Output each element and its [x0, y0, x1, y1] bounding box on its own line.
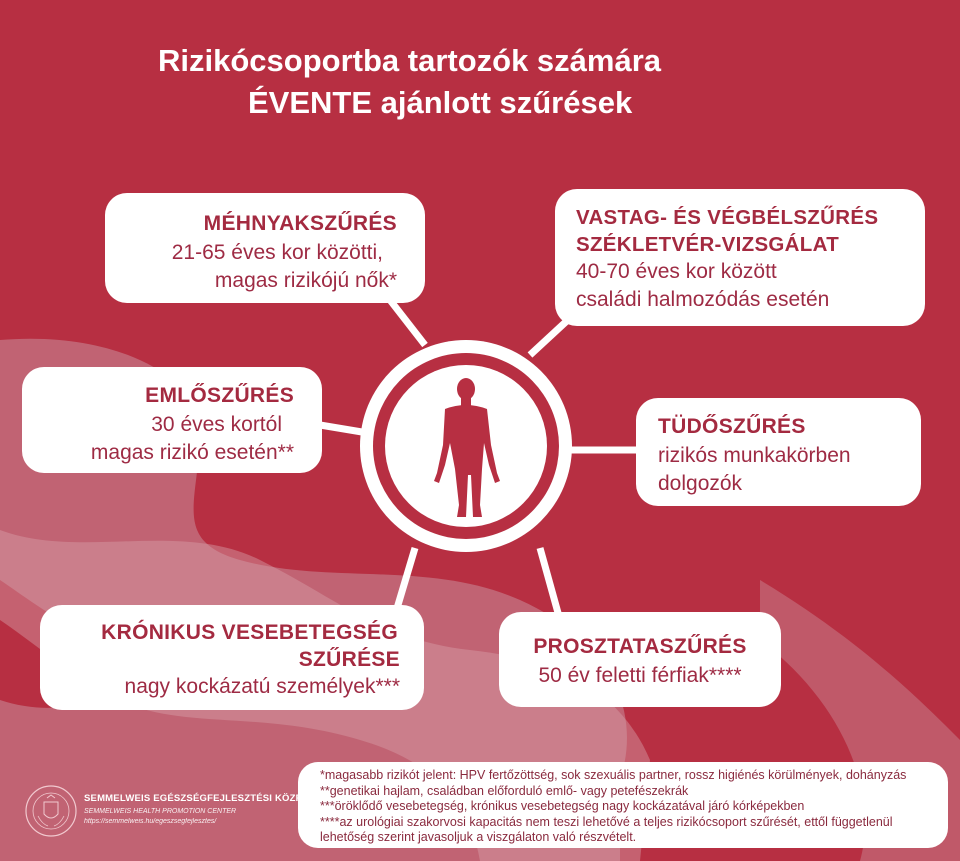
footnote-1: *magasabb rizikót jelent: HPV fertőzöttség, sok szexuális partner, rossz higiénés körülmények, dohányzás	[320, 768, 907, 782]
card-heading: SZÉKLETVÉR-VIZSGÁLAT	[576, 233, 840, 256]
card-cervical-screening	[105, 193, 425, 303]
card-heading: PROSZTATASZŰRÉS	[533, 635, 747, 658]
card-text: rizikós munkakörben	[658, 444, 851, 467]
card-text: magas rizikó esetén**	[90, 441, 294, 464]
title-line-1: Rizikócsoportba tartozók számára	[158, 43, 662, 78]
card-heading: TÜDŐSZŰRÉS	[658, 415, 806, 438]
card-heading: MÉHNYAKSZŰRÉS	[203, 212, 397, 235]
card-text: családi halmozódás esetén	[576, 288, 830, 311]
footnotes-box	[298, 762, 948, 848]
card-text: 30 éves kortól	[151, 413, 282, 436]
card-heading: SZŰRÉSE	[298, 648, 400, 671]
footnote-3: ***öröklődő vesebetegség, krónikus vesebetegség nagy kockázatával járó kórképekben	[320, 799, 805, 813]
card-heading: KRÓNIKUS VESEBETEGSÉG	[101, 621, 398, 644]
card-text: 50 év feletti férfiak****	[538, 664, 742, 687]
card-text: dolgozók	[658, 472, 743, 495]
card-heading: EMLŐSZŰRÉS	[145, 384, 294, 407]
footnote-4-cont: lehetőség szerint javasoljuk a viszgálaton való részvételt.	[320, 830, 637, 844]
university-seal-icon	[24, 784, 78, 843]
card-kidney-screening	[40, 605, 424, 710]
card-colorectal-screening	[555, 189, 925, 326]
card-text: nagy kockázatú személyek***	[124, 675, 400, 698]
card-prostate-screening	[499, 612, 781, 707]
card-text: 40-70 éves kor között	[576, 260, 777, 283]
title-line-2: ÉVENTE ajánlott szűrések	[248, 85, 633, 120]
card-heading: VASTAG- ÉS VÉGBÉLSZŰRÉS	[576, 206, 879, 229]
human-body-icon	[385, 365, 547, 527]
org-subtitle: SEMMELWEIS HEALTH PROMOTION CENTER	[84, 808, 237, 815]
org-url[interactable]: https://semmelweis.hu/egeszsegfejlesztes/	[84, 818, 217, 825]
card-breast-screening	[22, 367, 322, 473]
card-lung-screening	[636, 398, 921, 506]
center-hub	[360, 340, 572, 552]
card-text: 21-65 éves kor közötti,	[171, 241, 383, 264]
org-name: SEMMELWEIS EGÉSZSÉGFEJLESZTÉSI KÖZPONT	[84, 793, 323, 804]
org-info	[84, 793, 323, 825]
footnote-4: ****az urológiai szakorvosi kapacitás nem teszi lehetővé a teljes rizikócsoport szűrését, ettől függetlenül	[320, 814, 893, 829]
footnote-2: **genetikai hajlam, családban előforduló emlő- vagy petefészekrák	[320, 783, 689, 798]
card-text: magas rizikójú nők*	[214, 269, 397, 292]
